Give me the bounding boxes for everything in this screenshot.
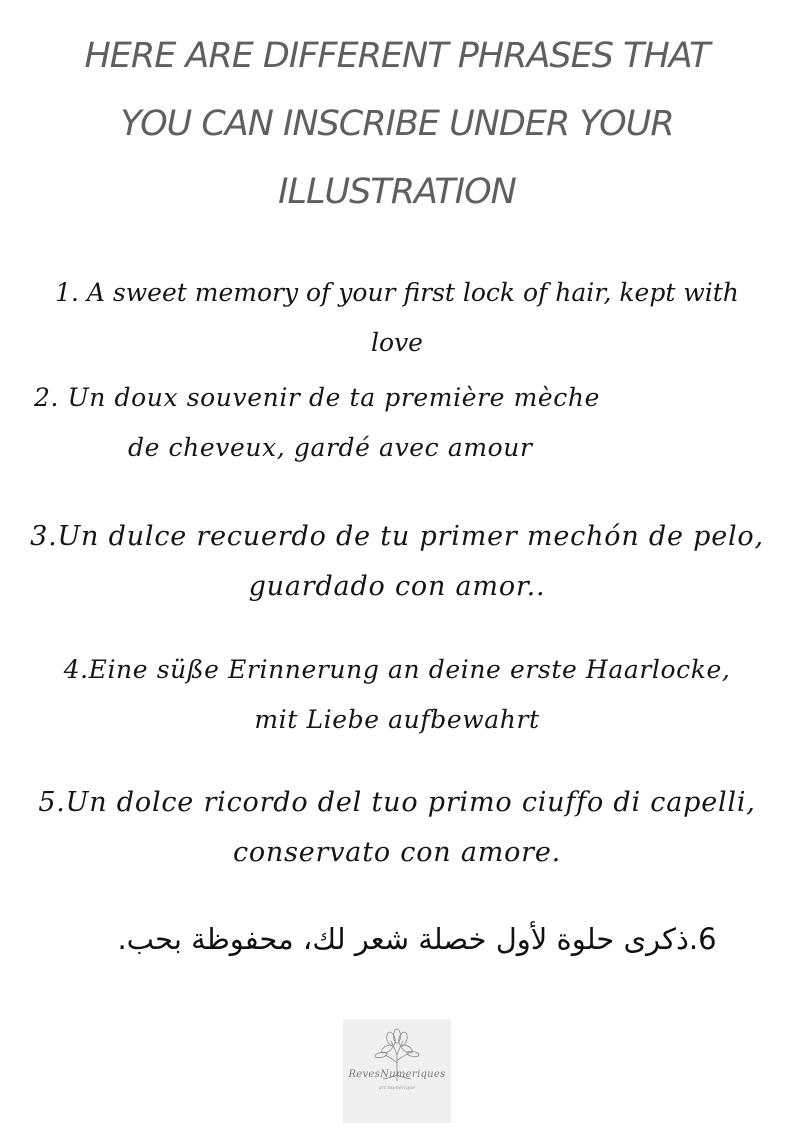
phrase-italian-line-2: conservato con amore.: [232, 837, 562, 868]
logo-sub-text: art numérique: [378, 1085, 416, 1091]
phrase-english-line-2: love: [371, 328, 423, 357]
phrase-german-line-2: mit Liebe aufbewahrt: [254, 705, 540, 734]
phrase-german-line-1: 4.Eine süße Erinnerung an deine erste Haarlocke,: [63, 655, 731, 684]
logo-brand-text: RevesNumeriques: [348, 1069, 446, 1080]
phrase-spanish-line-1: 3.Un dulce recuerdo de tu primer mechón de pelo,: [30, 521, 764, 552]
phrase-spanish: [0, 512, 794, 612]
title-line-1: HERE ARE DIFFERENT PHRASES THAT: [84, 36, 710, 76]
phrase-arabic-line-1: 6.ذكرى حلوة لأول خصلة شعر لك، محفوظة بحب.: [117, 922, 717, 956]
phrase-french: [34, 373, 600, 473]
page-title: [40, 22, 754, 226]
brand-logo: [343, 1019, 451, 1123]
phrase-english-line-1: 1. A sweet memory of your first lock of hair, kept with: [55, 278, 739, 307]
phrase-english: [20, 268, 774, 368]
phrase-german: [0, 645, 794, 745]
phrase-french-line-2: de cheveux, gardé avec amour: [128, 433, 533, 462]
phrase-italian: [0, 778, 794, 878]
phrase-french-line-1: 2. Un doux souvenir de ta première mèche: [34, 383, 600, 412]
phrase-italian-line-1: 5.Un dolce ricordo del tuo primo ciuffo di capelli,: [38, 787, 756, 818]
phrase-spanish-line-2: guardado con amor..: [248, 571, 546, 602]
phrase-arabic: [90, 922, 744, 956]
title-line-3: ILLUSTRATION: [278, 172, 516, 212]
title-line-2: YOU CAN INSCRIBE UNDER YOUR: [120, 104, 674, 144]
